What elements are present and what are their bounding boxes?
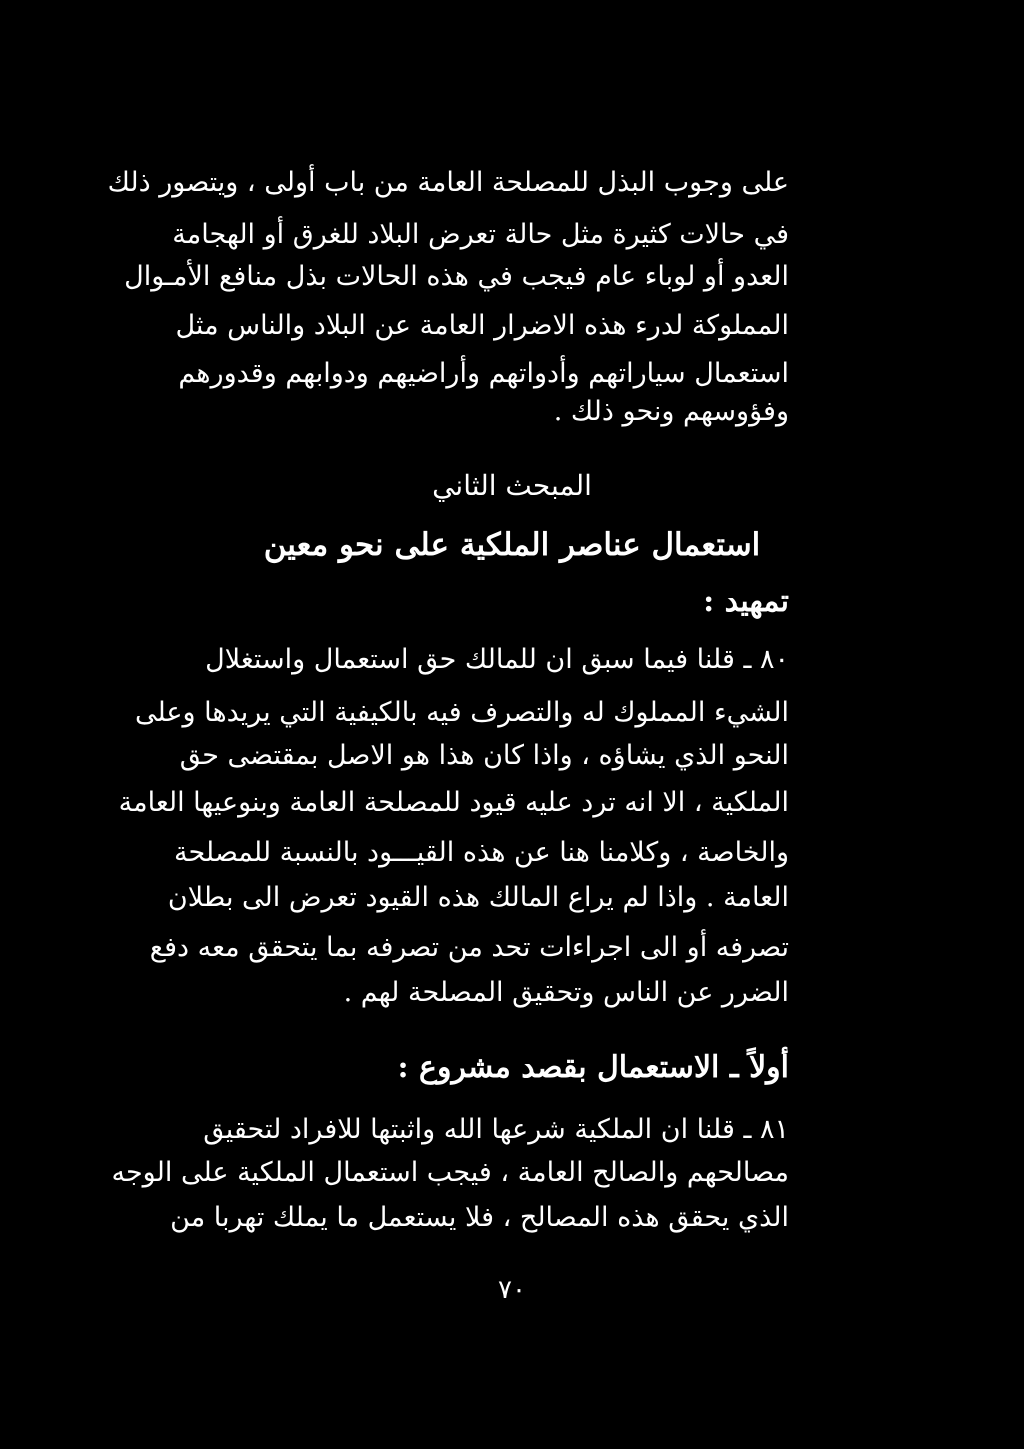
text-line: استعمال سياراتهم وأدواتهم وأراضيهم ودوابهم وقدورهم [178, 358, 789, 389]
text-line: وفؤوسهم ونحو ذلك . [553, 396, 789, 427]
subsection-title: أولاً ـ الاستعمال بقصد مشروع : [397, 1050, 789, 1085]
section-label: المبحث الثاني [432, 469, 592, 502]
intro-label: تمهيد : [703, 584, 789, 619]
text-line: الضرر عن الناس وتحقيق المصلحة لهم . [343, 977, 789, 1008]
text-line: ٨١ ـ قلنا ان الملكية شرعها الله واثبتها للافراد لتحقيق [203, 1114, 789, 1145]
text-line: الشيء المملوك له والتصرف فيه بالكيفية التي يريدها وعلى [134, 697, 789, 728]
text-line: العامة . واذا لم يراع المالك هذه القيود تعرض الى بطلان [167, 882, 789, 913]
text-line: على وجوب البذل للمصلحة العامة من باب أولى ، ويتصور ذلك [107, 167, 789, 198]
text-line: الملكية ، الا انه ترد عليه قيود للمصلحة العامة وبنوعيها العامة [118, 787, 789, 818]
text-line: المملوكة لدرء هذه الاضرار العامة عن البلاد والناس مثل [175, 310, 789, 341]
section-title: استعمال عناصر الملكية على نحو معين [263, 527, 761, 563]
text-line: ٨٠ ـ قلنا فيما سبق ان للمالك حق استعمال واستغلال [205, 644, 789, 675]
text-line: الذي يحقق هذه المصالح ، فلا يستعمل ما يملك تهربا من [170, 1202, 789, 1233]
text-line: النحو الذي يشاؤه ، واذا كان هذا هو الاصل بمقتضى حق [179, 740, 789, 771]
page-number: ٧٠ [498, 1275, 526, 1305]
text-line: مصالحهم والصالح العامة ، فيجب استعمال الملكية على الوجه [111, 1157, 789, 1188]
text-line: في حالات كثيرة مثل حالة تعرض البلاد للغرق أو الهجامة [172, 219, 789, 250]
text-line: تصرفه أو الى اجراءات تحد من تصرفه بما يتحقق معه دفع [149, 932, 789, 963]
text-line: العدو أو لوباء عام فيجب في هذه الحالات بذل منافع الأمـوال [124, 261, 789, 292]
text-line: والخاصة ، وكلامنا هنا عن هذه القيـــود بالنسبة للمصلحة [174, 837, 789, 868]
